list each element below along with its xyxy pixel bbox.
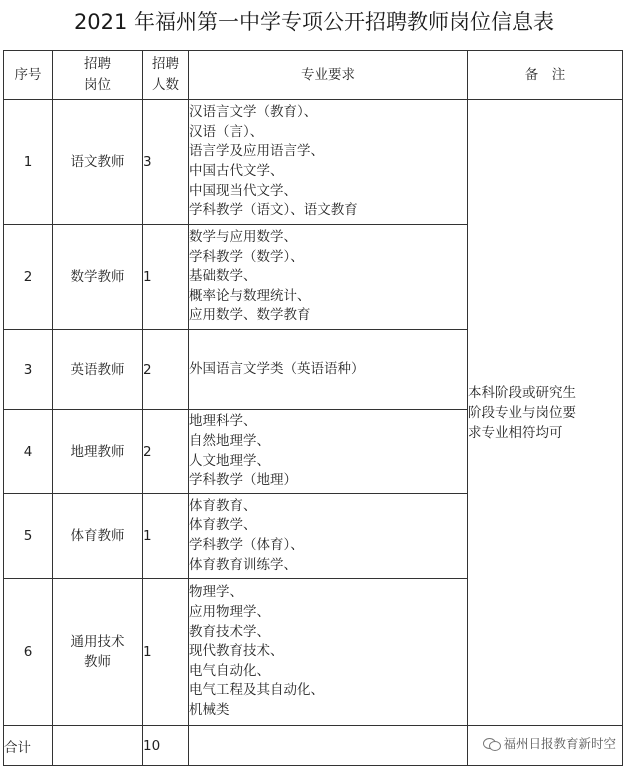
row-seq: 1 xyxy=(4,100,53,225)
row-position-line2: 教师 xyxy=(84,654,111,670)
major-item: 应用数学、数学教育 xyxy=(189,307,311,324)
row-seq: 2 xyxy=(4,225,53,330)
major-item: 汉语（言）、 xyxy=(189,123,264,140)
major-item: 基础数学、 xyxy=(189,268,257,285)
header-position-line1: 招聘 xyxy=(84,56,111,72)
header-row xyxy=(4,51,623,100)
major-item: 物理学、 xyxy=(189,584,243,601)
row-count: 1 xyxy=(143,225,189,330)
header-seq: 序号 xyxy=(4,51,53,100)
row-majors xyxy=(189,494,468,579)
major-item: 地理科学、 xyxy=(189,413,257,430)
row-position xyxy=(53,579,143,726)
major-item: 应用物理学、 xyxy=(189,604,270,621)
major-item: 电气工程及其自动化、 xyxy=(189,682,324,699)
row-majors xyxy=(189,330,468,410)
major-item: 外国语言文学类（英语语种） xyxy=(189,360,365,377)
header-count-line2: 人数 xyxy=(152,77,179,93)
remark-line: 求专业相符均可 xyxy=(468,424,563,441)
major-item: 学科教学（语文）、语文教育 xyxy=(189,202,358,219)
remark-cell xyxy=(468,100,623,726)
row-count: 1 xyxy=(143,579,189,726)
header-position-line2: 岗位 xyxy=(84,77,111,93)
row-majors xyxy=(189,579,468,726)
row-position: 英语教师 xyxy=(53,330,143,410)
watermark xyxy=(483,734,616,752)
row-seq: 4 xyxy=(4,410,53,494)
table-row xyxy=(4,100,623,225)
page-title: 2021 年福州第一中学专项公开招聘教师岗位信息表 xyxy=(73,10,555,34)
row-seq: 3 xyxy=(4,330,53,410)
row-seq: 5 xyxy=(4,494,53,579)
row-position: 数学教师 xyxy=(53,225,143,330)
row-majors xyxy=(189,225,468,330)
major-item: 学科教学（数学）、 xyxy=(189,248,304,265)
remark-line: 阶段专业与岗位要 xyxy=(468,404,576,421)
major-item: 自然地理学、 xyxy=(189,432,270,449)
total-label: 合计 xyxy=(4,726,53,766)
major-item: 语言学及应用语言学、 xyxy=(189,143,324,160)
watermark-text: 福州日报教育新时空 xyxy=(503,736,616,751)
row-seq: 6 xyxy=(4,579,53,726)
row-position-line1: 通用技术 xyxy=(70,634,125,650)
major-item: 中国古代文学、 xyxy=(189,163,284,179)
row-position: 语文教师 xyxy=(53,100,143,225)
header-remark: 备 注 xyxy=(468,51,623,100)
header-major: 专业要求 xyxy=(189,51,468,100)
major-item: 学科教学（地理） xyxy=(189,472,297,489)
total-empty-position xyxy=(53,726,143,766)
remark-line: 本科阶段或研究生 xyxy=(468,384,576,401)
major-item: 机械类 xyxy=(189,701,230,718)
wechat-icon xyxy=(483,737,500,750)
total-count: 10 xyxy=(143,726,189,766)
major-item: 现代教育技术、 xyxy=(189,643,284,660)
major-item: 电气自动化、 xyxy=(189,662,270,679)
row-majors xyxy=(189,410,468,494)
header-count xyxy=(143,51,189,100)
row-position: 地理教师 xyxy=(53,410,143,494)
header-count-line1: 招聘 xyxy=(152,56,179,72)
major-item: 概率论与数理统计、 xyxy=(189,287,311,304)
major-item: 数学与应用数学、 xyxy=(189,229,297,246)
major-item: 体育教育训练学、 xyxy=(189,556,297,573)
row-count: 2 xyxy=(143,330,189,410)
header-position xyxy=(53,51,143,100)
row-count: 2 xyxy=(143,410,189,494)
row-count: 3 xyxy=(143,100,189,225)
major-item: 汉语言文学（教育）、 xyxy=(189,104,318,121)
major-item: 中国现当代文学、 xyxy=(189,182,297,199)
total-empty-major xyxy=(189,726,468,766)
row-count: 1 xyxy=(143,494,189,579)
major-item: 体育教育、 xyxy=(189,497,257,514)
major-item: 学科教学（体育）、 xyxy=(189,537,304,553)
row-position: 体育教师 xyxy=(53,494,143,579)
major-item: 人文地理学、 xyxy=(189,452,270,469)
row-majors xyxy=(189,100,468,225)
major-item: 教育技术学、 xyxy=(189,623,270,640)
recruitment-table xyxy=(3,50,623,766)
major-item: 体育教学、 xyxy=(189,517,257,534)
